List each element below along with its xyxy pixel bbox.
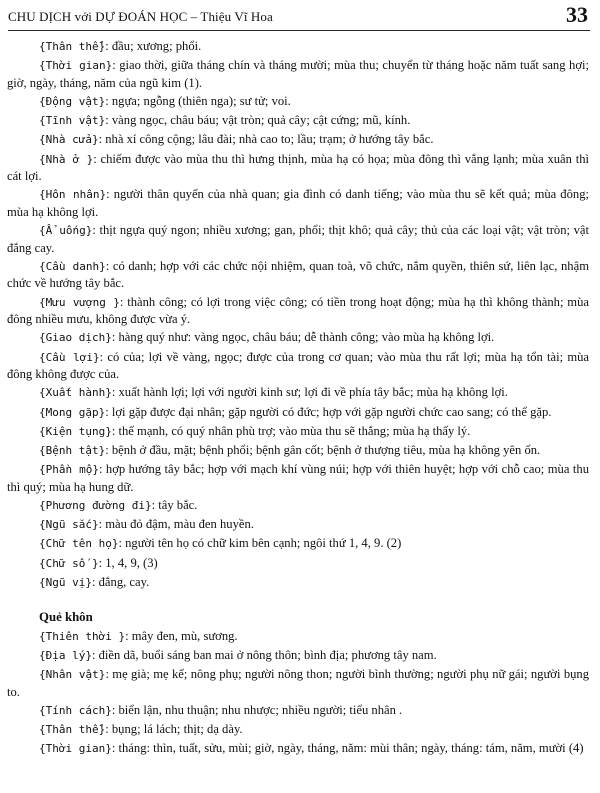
attribute-text: : biển lận, nhu thuận; nhu nhược; nhiều người; tiểu nhân .: [111, 703, 403, 718]
attribute-paragraph: [7, 57, 589, 91]
attribute-paragraph: [7, 404, 589, 422]
attribute-text: : bệnh ở đầu, mặt; bệnh phổi; bệnh gân cốt; bệnh ở thượng tiêu, mùa hạ không yên ổn.: [105, 442, 541, 457]
attribute-key: {Phần mộ}: [39, 463, 99, 477]
attribute-paragraph: [7, 423, 589, 441]
attribute-paragraph: [7, 93, 589, 111]
running-title: CHU DỊCH với DỰ ĐOÁN HỌC – Thiệu Vĩ Hoa: [8, 9, 273, 24]
attribute-key: {Giao dịch}: [39, 331, 112, 345]
attribute-key: {Xuất hành}: [39, 386, 112, 400]
attribute-key: {Chữ tên họ}: [39, 537, 119, 551]
attribute-key: {Cầu lợi}: [39, 350, 100, 364]
attribute-key: {Kiện tụng}: [39, 424, 112, 438]
attribute-text: : điền dã, buổi sáng ban mai ở nông thôn; bình địa; phương tây nam.: [91, 648, 437, 663]
attribute-paragraph: [7, 442, 589, 460]
attribute-text: : thành công; có lợi trong việc công; có tiền trong hoạt động; mùa hạ thì không thành; mùa đông nhiều mưu, không được vừa ý.: [7, 294, 589, 327]
attribute-key: {Ngũ vị}: [39, 575, 92, 589]
attribute-key: {Mưu vượng }: [39, 295, 120, 309]
attribute-text: : mẹ già; mẹ kế; nông phụ; người nông thon; người bình thường; người phụ nữ gái; người bụng to.: [7, 667, 590, 699]
attribute-text: : thế mạnh, có quý nhân phù trợ; vào mùa thu sẽ thắng; mùa hạ thấy lý.: [111, 423, 471, 438]
attribute-key: {Cầu danh}: [39, 259, 106, 273]
attribute-paragraph: [7, 222, 589, 256]
section-qian-attributes: [7, 38, 589, 591]
attribute-text: : có danh; hợp với các chức nội nhiệm, quan toà, võ chức, nắm quyền, thiên sứ, liên lạc, nhậm chức về hướng tây bắc.: [7, 258, 589, 291]
attribute-paragraph: [7, 151, 589, 185]
attribute-text: : thịt ngựa quý ngon; nhiều xương; gan, phổi; thịt khô; quả cây; thủ của các loại vật; vật tròn; vật đắng cay.: [7, 223, 589, 255]
attribute-paragraph: [7, 647, 589, 665]
attribute-key: {Thời gian}: [39, 59, 113, 73]
attribute-paragraph: [7, 384, 589, 402]
attribute-key: {Chữ số }: [39, 556, 99, 570]
attribute-key: {Thân thể}: [39, 723, 106, 737]
attribute-key: {Bệnh tật}: [39, 443, 106, 457]
attribute-key: {Tính cách}: [39, 704, 112, 718]
attribute-paragraph: [7, 555, 589, 573]
attribute-paragraph: [7, 574, 589, 592]
attribute-text: : nhà xí công cộng; lâu đài; nhà cao to; lầu; trạm; ở hướng tây bắc.: [98, 132, 434, 147]
attribute-key: {Ẩ uống}: [39, 224, 93, 238]
attribute-key: {Địa lý}: [39, 649, 92, 663]
attribute-paragraph: [7, 186, 589, 220]
attribute-text: : mây đen, mù, sương.: [125, 628, 238, 643]
attribute-paragraph: [7, 666, 589, 700]
attribute-text: : đắng, cay.: [91, 574, 150, 589]
attribute-key: {Thiên thời }: [39, 629, 126, 643]
attribute-key: {Hôn nhân}: [39, 188, 107, 202]
attribute-paragraph: [7, 329, 589, 347]
attribute-paragraph: [7, 258, 589, 292]
attribute-text: : đầu; xương; phổi.: [105, 39, 202, 53]
attribute-paragraph: [7, 294, 589, 328]
attribute-text: : bụng; lá lách; thịt; dạ dày.: [105, 722, 243, 737]
attribute-key: {Nhà cửa}: [39, 133, 99, 147]
attribute-text: : xuất hành lợi; lợi với người kinh sư; lợi đi về phía tây bắc; mùa hạ không lợi.: [111, 385, 508, 400]
section-kun-attributes: [7, 628, 589, 758]
attribute-paragraph: [7, 349, 589, 383]
page-header: [8, 4, 590, 31]
attribute-key: {Tĩnh vật}: [39, 114, 106, 128]
attribute-key: {Phương đường đi}: [39, 498, 152, 512]
attribute-key: {Động vật}: [39, 94, 106, 108]
attribute-key: {Thân thể}: [39, 40, 106, 53]
attribute-paragraph: [7, 702, 589, 720]
attribute-key: {Thời gian}: [39, 742, 112, 756]
attribute-text: : tháng: thìn, tuất, sửu, mùi; giờ, ngày, tháng, năm: mùi thân; ngày, tháng: tám, năm, mười (4): [111, 741, 584, 756]
attribute-text: : vàng ngọc, châu báu; vật tròn; quả cây; cật cứng; mũ, kính.: [105, 113, 411, 128]
attribute-text: : hợp hướng tây bắc; hợp với mạch khí vùng núi; hợp với thiên huyệt; hợp với chỗ cao; mùa thu thì quý; mùa hạ hung dữ.: [7, 462, 590, 494]
attribute-text: : người tên họ có chữ kim bên cạnh; ngôi thứ 1, 4, 9. (2): [118, 536, 402, 551]
attribute-paragraph: [7, 721, 589, 739]
attribute-key: {Nhà ở }: [39, 152, 94, 166]
attribute-text: : 1, 4, 9, (3): [98, 555, 158, 570]
attribute-paragraph: [7, 38, 589, 56]
attribute-text: : màu đỏ đậm, màu đen huyền.: [98, 517, 254, 532]
attribute-key: {Ngũ sắc}: [39, 518, 99, 532]
attribute-text: : hàng quý như: vàng ngọc, châu báu; dễ thành công; vào mùa hạ không lợi.: [111, 330, 495, 345]
page-body: [7, 38, 589, 760]
attribute-paragraph: [7, 535, 589, 553]
attribute-text: : chiếm được vào mùa thu thì hưng thịnh, mùa hạ có họa; mùa đông thì vắng lạnh; mùa xuân thì cát lợi.: [7, 151, 590, 184]
attribute-text: : người thân quyến của nhà quan; gia đình có danh tiếng; vào mùa thu sẽ kết quả; mùa đông; mùa hạ không lợi.: [7, 187, 589, 219]
attribute-paragraph: [7, 497, 589, 515]
attribute-text: : tây bắc.: [151, 497, 198, 512]
attribute-paragraph: [7, 461, 589, 495]
attribute-key: {Mong gặp}: [39, 405, 106, 419]
attribute-text: : lợi gặp được đại nhân; gặp người có đức; hợp với gặp người chức cao sang; có thể gặp.: [105, 404, 552, 419]
attribute-key: {Nhân vật}: [39, 668, 106, 682]
attribute-paragraph: [7, 131, 589, 149]
attribute-text: : ngựa; ngỗng (thiên nga); sư tử; voi.: [105, 93, 291, 108]
attribute-text: : giao thời, giữa tháng chín và tháng mười; mùa thu; chuyển từ tháng hoặc năm tuất sang hợi; giờ, ngày, tháng, năm của ngũ kim (1).: [7, 58, 589, 90]
attribute-paragraph: [7, 516, 589, 534]
attribute-text: : có của; lợi về vàng, ngọc; được của trong cơ quan; vào mùa thu rất lợi; mùa hạ tổn tài; mùa đông không được của.: [7, 349, 589, 382]
attribute-paragraph: [7, 740, 589, 758]
section-heading: Quẻ khôn: [39, 610, 93, 625]
attribute-paragraph: [7, 112, 589, 130]
attribute-paragraph: [7, 628, 589, 646]
page-number: 33: [566, 2, 588, 27]
